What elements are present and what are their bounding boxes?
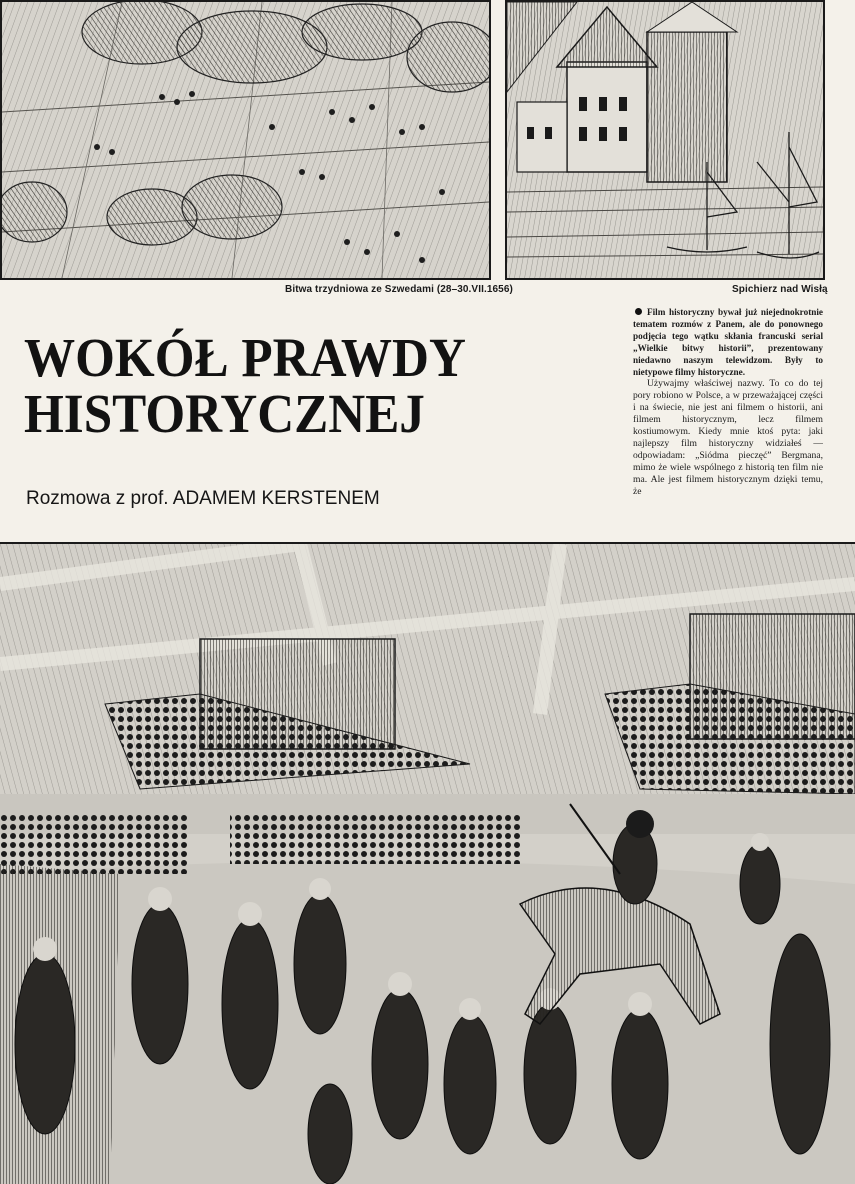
ceremony-engraving-art [0, 544, 855, 1184]
battle-engraving-art [2, 2, 489, 278]
bullet-icon [635, 308, 642, 315]
headline-line-1: WOKÓŁ PRAWDY [24, 327, 466, 388]
granary-caption: Spichierz nad Wisłą [732, 284, 828, 295]
granary-engraving [505, 0, 825, 280]
battle-caption: Bitwa trzydniowa ze Szwedami (28–30.VII.1656) [285, 284, 513, 295]
battle-engraving [0, 0, 491, 280]
headline [24, 327, 466, 444]
article-column [633, 306, 823, 512]
article-lead [633, 306, 823, 378]
article-body: Używajmy właściwej nazwy. To co do tej pory robiono w Polsce, a w przeważającej części i na świecie, nie jest ani filmem o historii, ani filmem historycznym, lecz filmem kostiumowym. Kiedy mnie ktoś pyta: jaki najlepszy film historyczny widziałeś — odpowiadam: „Siódma pieczęć” Bergmana, mimo że wiele wspólnego z historią ten film nie ma. Ale jest filmem historycznym dzięki temu, że [633, 378, 823, 497]
ceremony-engraving [0, 542, 855, 1184]
article-lead-text: Film historyczny bywał już niejednokrotnie tematem rozmów z Panem, ale do ponownego podjęcia tego wątku skłania francuski serial „Wielkie bitwy historii”, prezentowany niedawno naszym telewidzom. Były to nietypowe filmy historyczne. [633, 307, 823, 377]
headline-line-2: HISTORYCZNEJ [24, 383, 425, 444]
granary-engraving-art [507, 2, 823, 278]
subtitle: Rozmowa z prof. ADAMEM KERSTENEM [26, 488, 380, 509]
